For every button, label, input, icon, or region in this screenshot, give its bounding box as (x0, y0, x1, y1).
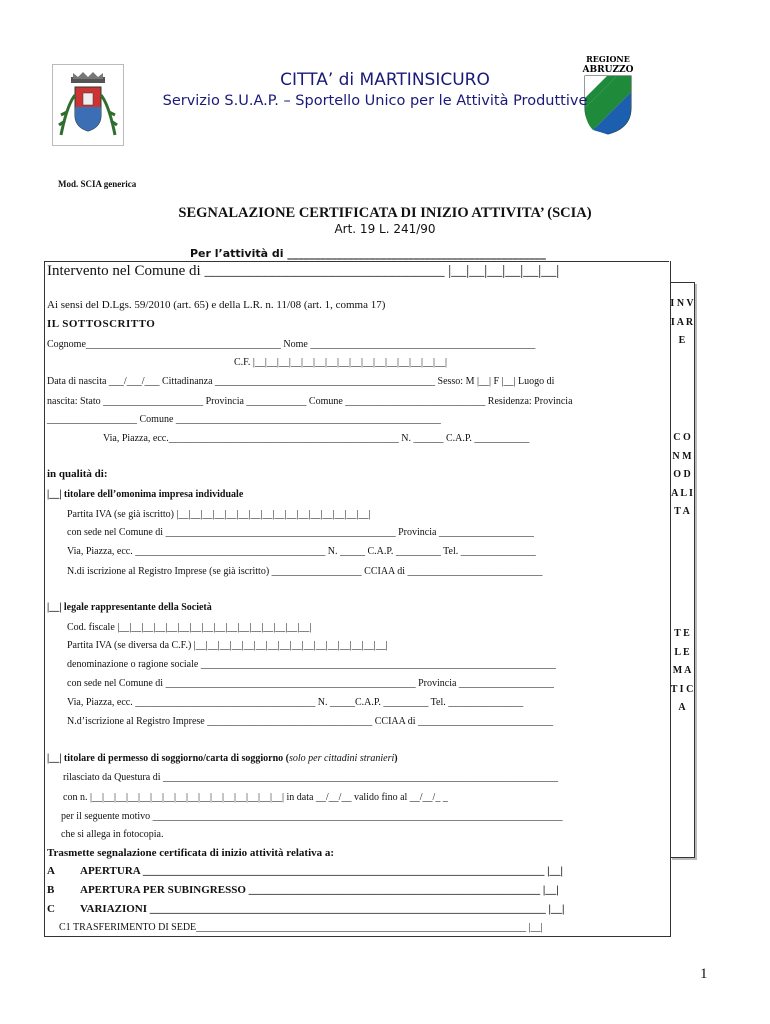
city-title: CITTA’ di MARTINSICURO (280, 70, 490, 90)
opt2-denominazione-field[interactable]: denominazione o ragione sociale _______________________________________________________________________ (67, 659, 556, 670)
side-text-con-modalita: C O N M O D A L I T A (671, 432, 693, 517)
option-subingresso[interactable]: APERTURA PER SUBINGRESSO _____________________________________________________ |__| (80, 884, 559, 896)
option-apertura[interactable]: APERTURA _________________________________________________________________________ |__| (80, 865, 563, 877)
option-b-letter: B (47, 884, 55, 896)
region-logo-text-2: ABRUZZO (582, 65, 634, 75)
service-subtitle: Servizio S.U.A.P. – Sportello Unico per le Attività Produttive (162, 93, 588, 109)
trasmette-heading: Trasmette segnalazione certificata di inizio attività relativa a: (47, 847, 335, 859)
opt3-numero-field[interactable]: con n. |__|__|__|__|__|__|__|__|__|__|__|__|__|__|__|__| in data __/__/__ valido fino al __/__/_ _ (63, 792, 448, 803)
option-trasferimento-sede[interactable]: C1 TRASFERIMENTO DI SEDE__________________________________________________________________ |__| (59, 922, 543, 933)
via-residenza-field[interactable]: Via, Piazza, ecc.______________________________________________ N. ______ C.A.P. ___________ (103, 433, 530, 444)
opt2-sede-field[interactable]: con sede nel Comune di __________________________________________________ Provincia ___________________ (67, 678, 554, 689)
side-text-inviare: I N V I A R E (670, 298, 694, 346)
page-number: 1 (700, 966, 708, 982)
codice-fiscale-field[interactable]: C.F. |__|__|__|__|__|__|__|__|__|__|__|__|__|__|__|__| (234, 357, 447, 368)
intervento-comune-field[interactable]: Intervento nel Comune di ________________________________ |__|__|__|__|__|__| (47, 263, 560, 279)
mod-label: Mod. SCIA generica (58, 179, 137, 189)
opt1-via-field[interactable]: Via, Piazza, ecc. ______________________________________ N. _____ C.A.P. _________ Tel. _______________ (67, 546, 536, 557)
il-sottoscritto-heading: IL SOTTOSCRITTO (47, 318, 156, 330)
document-article: Art. 19 L. 241/90 (334, 222, 436, 236)
option-a-letter: A (47, 865, 55, 877)
option-variazioni[interactable]: VARIAZIONI ________________________________________________________________________ |__| (80, 903, 565, 915)
comune-residenza-field[interactable]: __________________ Comune _____________________________________________________ (47, 414, 441, 425)
opt1-registro-field[interactable]: N.di iscrizione al Registro Imprese (se già iscritto) __________________ CCIAA di ___________________________ (67, 566, 543, 577)
opt3-motivo-field[interactable]: per il seguente motivo __________________________________________________________________________________ (61, 811, 563, 822)
document-title: SEGNALAZIONE CERTIFICATA DI INIZIO ATTIVITA’ (SCIA) (178, 205, 592, 221)
option-titolare-impresa[interactable]: |__| titolare dell’omonima impresa individuale (47, 489, 244, 500)
opt3-fotocopia-text: che si allega in fotocopia. (61, 829, 164, 840)
opt2-piva-field[interactable]: Partita IVA (se diversa da C.F.) |__|__|__|__|__|__|__|__|__|__|__|__|__|__|__|__| (67, 640, 388, 651)
opt3-questura-field[interactable]: rilasciato da Questura di _______________________________________________________________________________ (63, 772, 558, 783)
side-instruction-box (670, 282, 695, 858)
opt2-via-field[interactable]: Via, Piazza, ecc. ____________________________________ N. _____C.A.P. _________ Tel. _______________ (67, 697, 524, 708)
option-c-letter: C (47, 903, 55, 915)
nascita-field-2[interactable]: nascita: Stato ____________________ Provincia ____________ Comune ____________________________ Residenza: Provincia (47, 396, 573, 407)
option-legale-rappresentante[interactable]: |__| legale rappresentante della Società (47, 602, 212, 613)
side-text-telematica: T E L E M A T I C A (670, 628, 694, 713)
opt2-cf-field[interactable]: Cod. fiscale |__|__|__|__|__|__|__|__|__|__|__|__|__|__|__|__| (67, 622, 312, 633)
in-qualita-heading: in qualità di: (47, 468, 108, 480)
per-attivita-field[interactable]: Per l’attività di _______________________________________________ (190, 247, 546, 260)
nascita-field-1[interactable]: Data di nascita ___/___/___ Cittadinanza ____________________________________________ Sesso: M |__| F |__| Luogo di (47, 376, 555, 387)
option-permesso-soggiorno[interactable]: |__| titolare di permesso di soggiorno/carta di soggiorno (solo per cittadini stranieri) (47, 753, 398, 764)
cognome-nome-field[interactable]: Cognome_______________________________________ Nome _____________________________________________ (47, 339, 536, 350)
municipal-crest-icon (52, 64, 124, 146)
region-logo-text-1: REGIONE (586, 54, 630, 64)
opt1-sede-field[interactable]: con sede nel Comune di ______________________________________________ Provincia ___________________ (67, 527, 534, 538)
ai-sensi-text: Ai sensi del D.Lgs. 59/2010 (art. 65) e della L.R. n. 11/08 (art. 1, comma 17) (47, 299, 386, 311)
opt1-piva-field[interactable]: Partita IVA (se già iscritto) |__|__|__|__|__|__|__|__|__|__|__|__|__|__|__|__| (67, 509, 371, 520)
opt2-registro-field[interactable]: N.d’iscrizione al Registro Imprese _________________________________ CCIAA di ___________________________ (67, 716, 554, 727)
